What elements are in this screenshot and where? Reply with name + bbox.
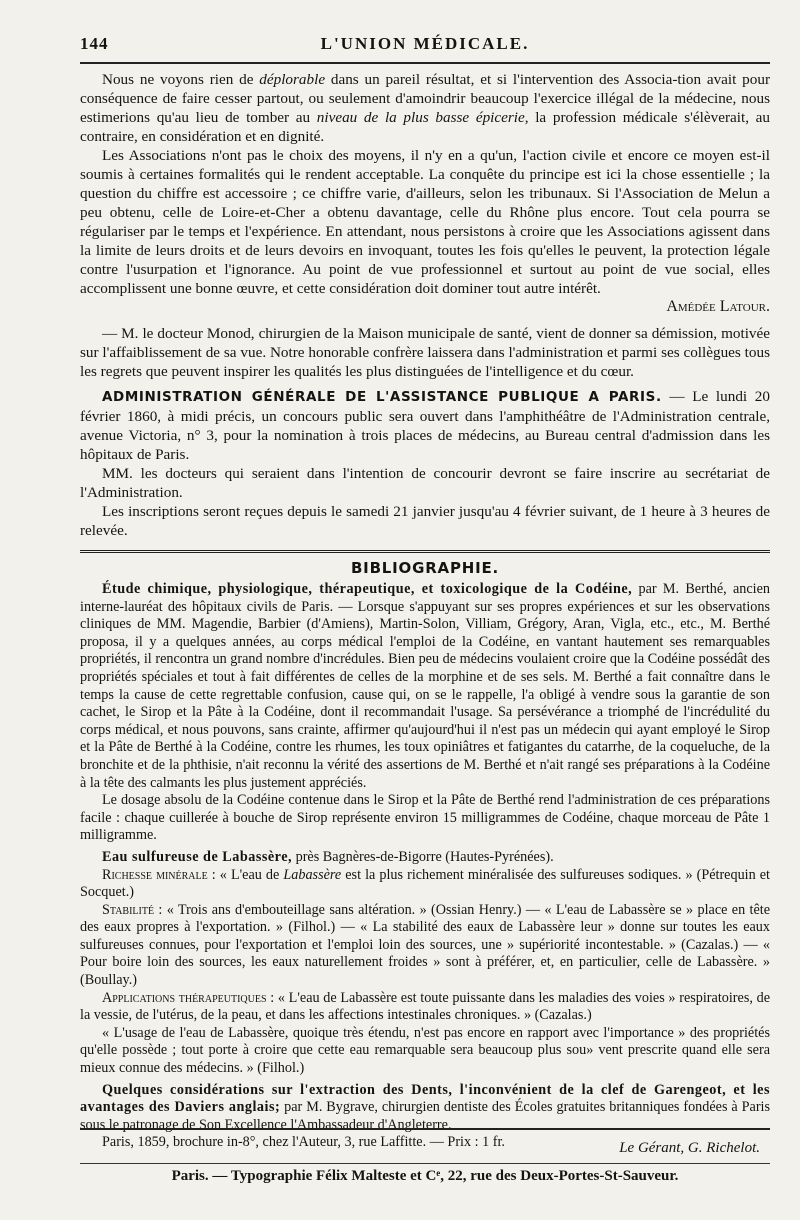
paragraph-assistance: [80, 387, 770, 464]
header-rule: [80, 62, 770, 64]
gerant-text: Le Gérant, G. Richelot.: [619, 1140, 760, 1156]
text-span: , la profession médicale s'élèverait, au contraire, en considération et en dignité.: [80, 109, 770, 145]
paragraph-monod: — M. le docteur Monod, chirurgien de la Maison municipale de santé, vient de donner sa démission, motivée sur l'affaiblissement de sa vue. Notre honorable confrère laissera dans l'administration et parmi ses collègues tous les regrets que peuvent inspirer les qualités les plus distinguées de l'intelligence et du cœur.: [80, 325, 770, 380]
journal-title: L'UNION MÉDICALE.: [320, 34, 530, 53]
paragraph-1: [80, 70, 770, 146]
label-span: Stabilité: [102, 901, 155, 918]
text-span: : « L'eau de Labassère est toute puissante dans les maladies des voies » respiratoires, de la vessie, de l'utérus, de la peau, et dans les affections intestinales chroniques. » (Cazalas.): [80, 989, 770, 1024]
label-span: Applications thérapeutiques: [102, 989, 267, 1006]
bib-entry-dents: [80, 1082, 770, 1135]
bib-entry-title: Étude chimique, physiologique, thérapeutique, et toxicologique de la Codéine,: [102, 581, 633, 597]
italic-span: Labassère: [283, 866, 342, 883]
text-span: : « Trois ans d'embouteillage sans altération. » (Ossian Henry.) — « L'eau de Labassère se » place en tête des eaux propres à l'exportation. » (Filhol.) — « La stabilité des eaux de Labassère leur » donne sur toutes les eaux sulfureuses connues, pour l'exportation et l'emploi loin des sources, une » supériorité incontestable. » (Cazalas.) — « Pour boire loin des sources, les eaux naturellement froides » sont à préférer, et, en particulier, celle de Labassère. » (Boullay.): [80, 901, 770, 989]
bib-entry-codeine-dosage: Le dosage absolu de la Codéine contenue dans le Sirop et la Pâte de Berthé rend l'administration de ces préparations facile : chaque cuillerée à bouche de Sirop représente environ 15 milligrammes de Codéine, chaque morceau de Pâte 1 milligramme.: [80, 792, 770, 844]
paragraph-2: Les Associations n'ont pas le choix des moyens, il n'y en a qu'un, l'action civile et encore ce moyen est-il soumis à certaines formalités qui le rendent acceptable. La conquête du principe est ici la chose essentielle ; la question du chiffre est accessoire ; ce chiffre varie, d'ailleurs, selon les tribunaux. Si l'Association de Melun a peu obtenu, celle de Loire-et-Cher a obtenu davantage, celle du Rhône plus encore. Tout cela pourra se régulariser par le temps et l'expérience. En attendant, nous persistons à croire que les Associations agissent dans la limite de leurs droits et de leurs devoirs en invoquant, toutes les fois qu'elles le peuvent, la protection légale contre l'usurpation et l'ignorance. Au point de vue professionnel et surtout au point de vue social, elles accomplissent une bonne œuvre, et cette considération doit dominer tout autre intérêt.: [80, 147, 770, 297]
labassere-richesse: [80, 867, 770, 902]
footer-rule-thin: [80, 1163, 770, 1164]
gerant-signature: [619, 1140, 760, 1157]
text-span: Nous ne voyons rien de: [102, 71, 260, 88]
bib-entry-labassere: [80, 849, 770, 867]
page-header: [80, 28, 770, 58]
bibliography-title: BIBLIOGRAPHIE.: [350, 559, 500, 577]
text-span: : « L'eau de: [207, 866, 284, 883]
author-signature: Amédée Latour.: [666, 298, 770, 315]
page-number: 144: [80, 34, 109, 53]
italic-span: niveau de la plus basse épicerie: [316, 109, 525, 126]
labassere-applications: [80, 990, 770, 1025]
bib-entry-codeine: [80, 581, 770, 792]
printer-imprint: Paris. — Typographie Félix Malteste et Cᵉ, 22, rue des Deux-Portes-St-Sauveur.: [171, 1168, 679, 1184]
text-span: par M. Bygrave, chirurgien dentiste des Écoles gratuites britanniques fondées à Paris sous le patronage de Son Excellence l'Ambassadeur d'Angleterre.: [80, 1099, 771, 1133]
labassere-usage: « L'usage de l'eau de Labassère, quoique très étendu, n'est pas encore en rapport avec l'importance » des propriétés qu'elle possède ; tout porte à croire que cette eau remarquable sera beaucoup plus sou» vent prescrite quand elle sera mieux connue des médecins. » (Filhol.): [80, 1024, 770, 1077]
text-span: dans un pareil résultat, et si l'intervention des Associa-tion avait pour conséquence de faire cesser partout, ou seulement d'amoindrir beaucoup l'exercice illégal de la médecine, nous estimerions qu'au lieu de tomber au: [80, 71, 770, 126]
text-span: près Bagnères-de-Bigorre (Hautes-Pyrénées).: [292, 848, 554, 865]
article-body: [80, 70, 770, 1152]
labassere-stabilite: [80, 902, 770, 990]
bib-entry-title: Quelques considérations sur l'extraction des Dents, l'inconvénient de la clef de Garengeot, et les avantages des Daviers anglais;: [80, 1081, 770, 1116]
text-span: est la plus richement minéralisée des sulfureuses sodiques. » (Pétrequin et Socquet.): [80, 866, 770, 901]
paragraph-inscription: MM. les docteurs qui seraient dans l'intention de concourir devront se faire inscrire au secrétariat de l'Administration.: [80, 465, 770, 501]
text-span: — Le lundi 20 février 1860, à midi précis, un concours public sera ouvert dans l'amphithéâtre de l'Administration centrale, avenue Victoria, n° 3, pour la nomination à trois places de médecins, au Bureau central d'admission dans les hôpitaux de Paris.: [80, 388, 770, 463]
paragraph-dates: Les inscriptions seront reçues depuis le samedi 21 janvier jusqu'au 4 février suivant, de 1 heure à 3 heures de relevée.: [80, 503, 770, 539]
italic-span: déplorable: [259, 71, 326, 88]
text-span: par M. Berthé, ancien interne-lauréat des hôpitaux civils de Paris. — Lorsque s'appuyant sur ses propres expériences et sur les observations cliniques de MM. Magendie, Barbier (d'Amiens), Martin-Solon, Villiam, Grégory, Aran, Vigla, etc., etc., M. Berthé proposa, il y a quelques années, au corps médical l'emploi de la Codéine, en vantant hautement ses remarquables propriétés, il rencontra un grand nombre d'incrédules. Bien peu de médecins voulaient croire que la Codéine possédât des propriétés spéciales et tout à fait différentes de celles de la morphine et de ses sels. M. Berthé a fait connaître dans le temps la cause de cette regrettable confusion, cause qui, on se le rappelle, l'a obligé à vendre sous la garantie de son cachet, le Sirop et la Pâte à la Codéine, dont il recommandait l'usage. Sa persévérance a triomphé de l'incrédulité du corps médical, et nous pouvons, sans crainte, affirmer qu'aujourd'hui il n'est pas un médecin qui ayant employé le Sirop et la Pâte de Berthé à la Codéine, contre les rhumes, les toux opiniâtres et fatigantes du catarrhe, de la coqueluche, de la bronchite et de la phthisie, n'ait reconnu la vérité des assertions de M. Berthé et n'ait rangé ses préparations à la Codéine à la tête des calmants les plus justement appréciés.: [80, 581, 771, 791]
label-span: Richesse minérale: [102, 866, 208, 883]
bib-entry-title: Eau sulfureuse de Labassère,: [102, 848, 293, 865]
bibliography-section: [80, 581, 770, 1152]
bib-entry-dents-price: Paris, 1859, brochure in-8°, chez l'Auteur, 3, rue Laffitte. — Prix : 1 fr.: [102, 1134, 505, 1151]
footer-rule: [80, 1128, 770, 1130]
section-divider: [80, 550, 770, 553]
section-heading-assistance: ADMINISTRATION GÉNÉRALE DE L'ASSISTANCE PUBLIQUE A PARIS.: [102, 389, 662, 405]
